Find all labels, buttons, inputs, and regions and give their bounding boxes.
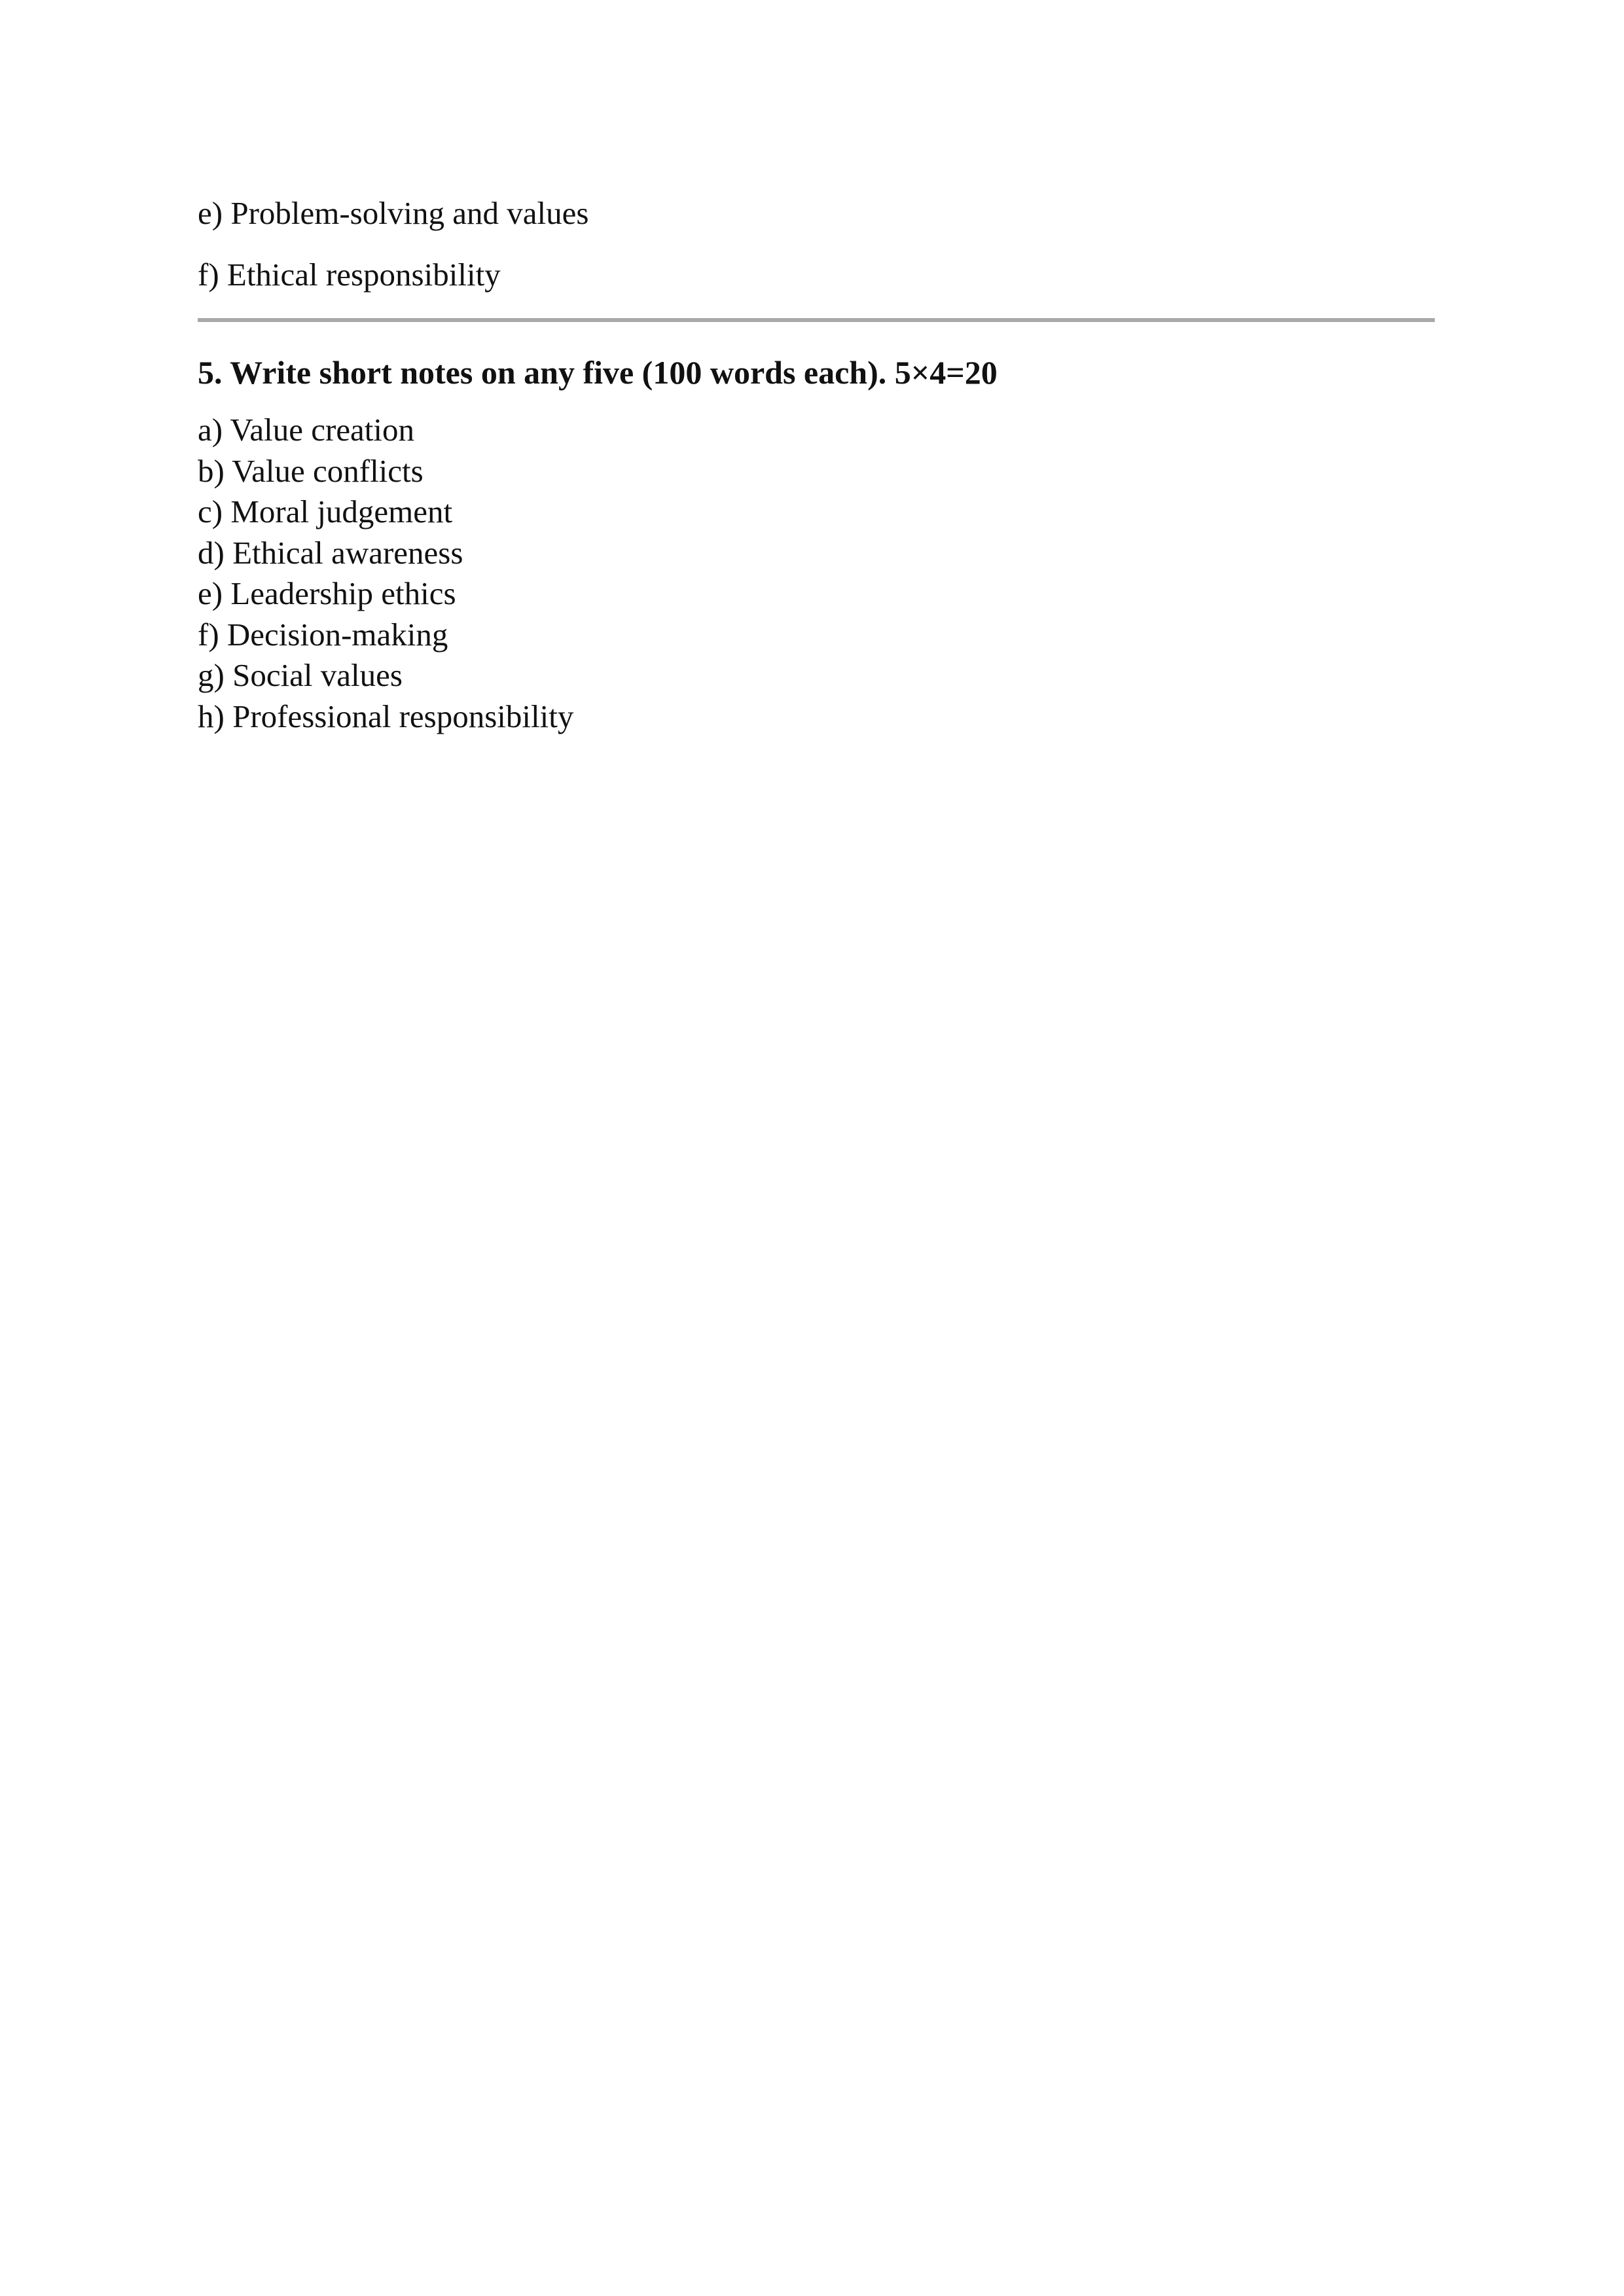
option-b: b) Value conflicts xyxy=(198,452,424,489)
previous-item-e: e) Problem-solving and values xyxy=(198,195,589,231)
option-f: f) Decision-making xyxy=(198,616,448,653)
option-g: g) Social values xyxy=(198,657,403,693)
section-divider xyxy=(198,318,1435,322)
option-c: c) Moral judgement xyxy=(198,493,453,529)
previous-item-f: f) Ethical responsibility xyxy=(198,257,501,293)
question-heading: 5. Write short notes on any five (100 words each). 5×4=20 xyxy=(198,354,998,391)
question-options-list xyxy=(198,410,1435,737)
option-e: e) Leadership ethics xyxy=(198,575,456,611)
option-h: h) Professional responsibility xyxy=(198,698,574,734)
option-a: a) Value creation xyxy=(198,412,415,448)
option-d: d) Ethical awareness xyxy=(198,534,463,571)
page-content xyxy=(198,194,1435,737)
